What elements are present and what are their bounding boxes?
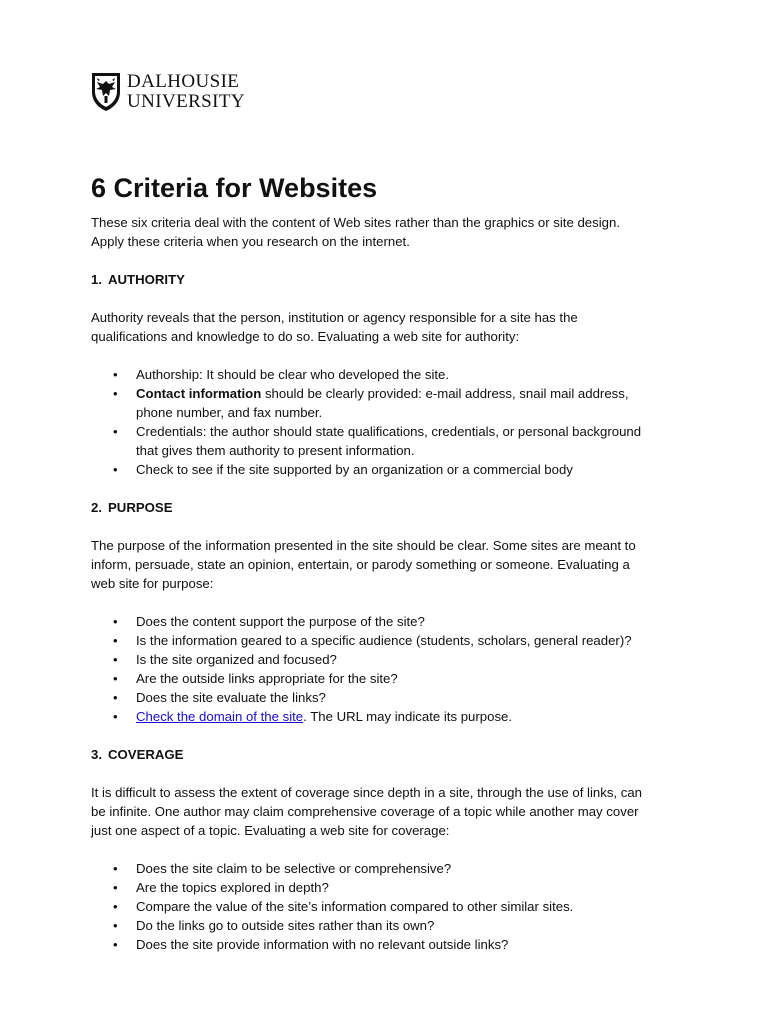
list-item: • Are the topics explored in depth? (113, 880, 329, 895)
university-logo (91, 72, 245, 112)
intro-line-1: These six criteria deal with the content of Web sites rather than the graphics or site design. (91, 215, 620, 230)
dalhousie-crest-icon (91, 72, 121, 112)
bullet-icon: • (113, 709, 118, 724)
list-item: • Does the site evaluate the links? (113, 690, 326, 705)
section-heading-coverage (91, 745, 681, 764)
section-heading-authority (91, 270, 681, 289)
coverage-bullet-list (91, 859, 681, 954)
authority-bullet-list (91, 365, 681, 479)
list-item: • Does the site provide information with no relevant outside links? (113, 937, 509, 952)
logo-line-1: DALHOUSIE (127, 71, 240, 92)
section-body-line: be infinite. One author may claim comprehensive coverage of a topic while another may cover (91, 804, 639, 819)
section-body-line: It is difficult to assess the extent of coverage since depth in a site, through the use of links, can (91, 785, 643, 800)
list-item: • Is the site organized and focused? (113, 652, 337, 667)
intro-line-2: Apply these criteria when you research on the internet. (91, 234, 410, 249)
section-body-line: web site for purpose: (91, 576, 214, 591)
bullet-icon: • (113, 937, 118, 952)
purpose-bullet-list (91, 612, 681, 726)
bullet-icon: • (113, 386, 118, 401)
bullet-icon: • (113, 690, 118, 705)
section-title: COVERAGE (108, 747, 184, 762)
bullet-icon: • (113, 367, 118, 382)
list-item: • Do the links go to outside sites rather than its own? (113, 918, 435, 933)
bullet-icon: • (113, 918, 118, 933)
section-body-line: inform, persuade, state an opinion, entertain, or parody something or someone. Evaluating a (91, 557, 630, 572)
section-number: 1. (91, 272, 102, 287)
bullet-icon: • (113, 899, 118, 914)
list-item: • Contact information should be clearly provided: e-mail address, snail mail address, phone number, and fax number. (113, 386, 629, 420)
logo-wordmark (127, 72, 245, 112)
list-item: • Credentials: the author should state qualifications, credentials, or personal background that gives them authority to present information. (113, 424, 642, 458)
section-title: PURPOSE (108, 500, 173, 515)
bullet-icon: • (113, 614, 118, 629)
section-body-line: just one aspect of a topic. Evaluating a web site for coverage: (91, 823, 450, 838)
list-item: • Authorship: It should be clear who developed the site. (113, 367, 450, 382)
logo-line-2: UNIVERSITY (127, 91, 245, 112)
section-number: 3. (91, 747, 102, 762)
bullet-icon: • (113, 671, 118, 686)
section-title: AUTHORITY (108, 272, 185, 287)
bullet-icon: • (113, 861, 118, 876)
list-item: • Check the domain of the site. The URL may indicate its purpose. (113, 709, 513, 724)
bullet-icon: • (113, 633, 118, 648)
section-heading-purpose (91, 498, 681, 517)
list-item: • Is the information geared to a specific audience (students, scholars, general reader)? (113, 633, 632, 648)
section-body-line: qualifications and knowledge to do so. Evaluating a web site for authority: (91, 329, 520, 344)
bullet-icon: • (113, 652, 118, 667)
section-body-line: The purpose of the information presented in the site should be clear. Some sites are meant to (91, 538, 636, 553)
list-item: • Does the content support the purpose of the site? (113, 614, 425, 629)
list-item: • Compare the value of the site’s information compared to other similar sites. (113, 899, 574, 914)
list-item: • Check to see if the site supported by an organization or a commercial body (113, 462, 573, 477)
bold-term: Contact information (136, 386, 262, 401)
list-item: • Are the outside links appropriate for the site? (113, 671, 398, 686)
section-number: 2. (91, 500, 102, 515)
check-domain-link[interactable]: Check the domain of the site (136, 709, 304, 724)
page-title: 6 Criteria for Websites (91, 173, 378, 203)
document-content (91, 170, 681, 954)
section-body-line: Authority reveals that the person, institution or agency responsible for a site has the (91, 310, 578, 325)
bullet-icon: • (113, 880, 118, 895)
list-item: • Does the site claim to be selective or comprehensive? (113, 861, 452, 876)
bullet-icon: • (113, 462, 118, 477)
bullet-icon: • (113, 424, 118, 439)
